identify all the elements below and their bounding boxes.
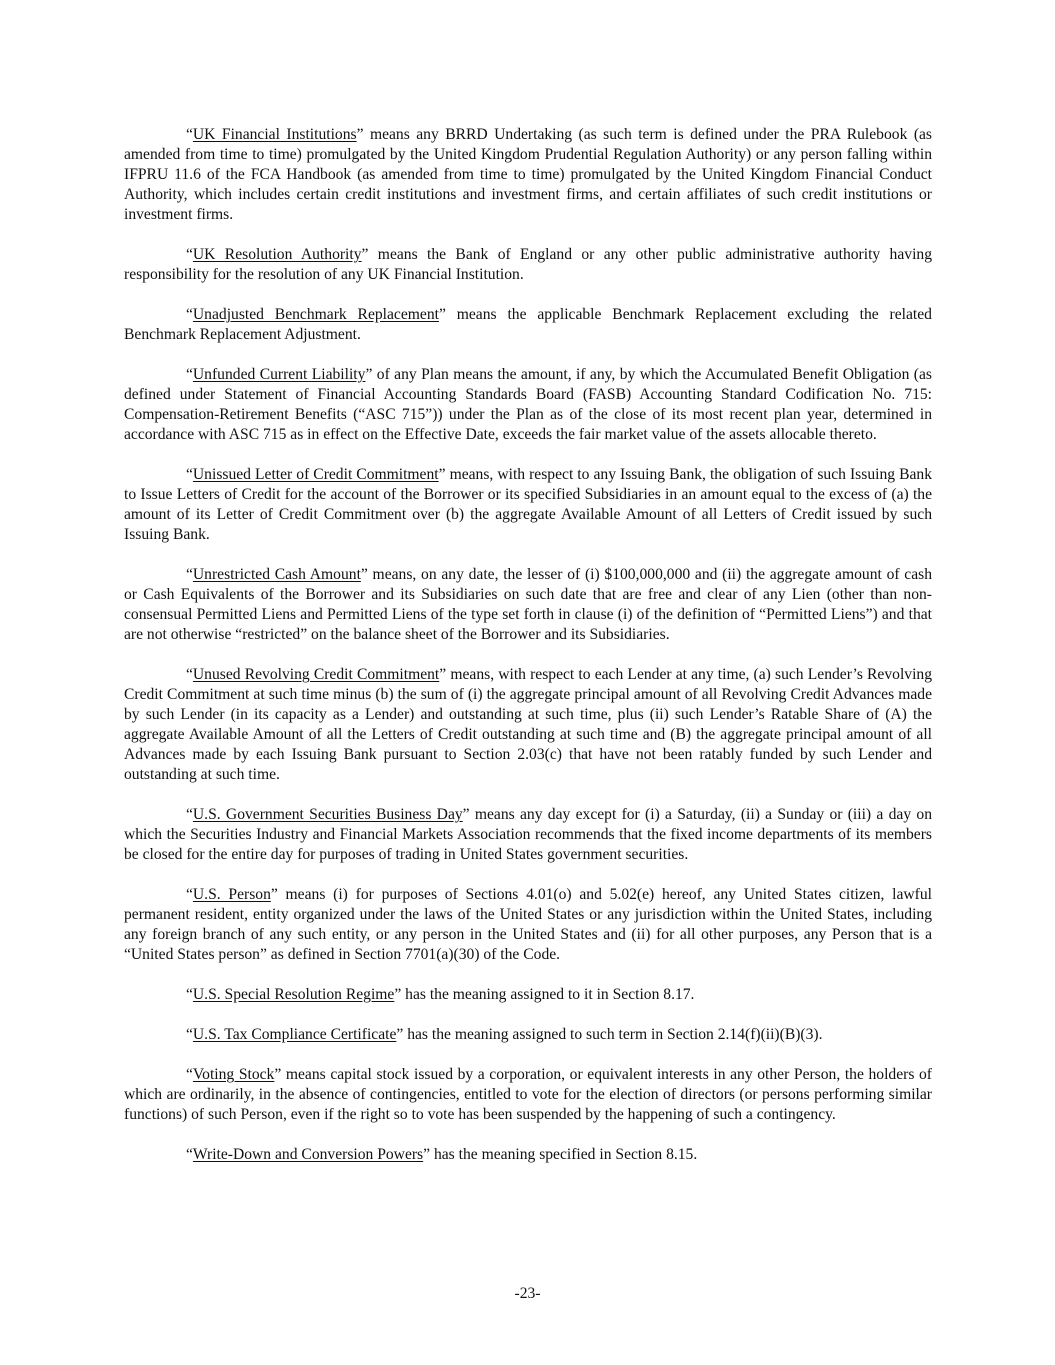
definition-text: ” means the applicable Benchmark Replacement excluding the related Benchmark Replacement Adjustment. (124, 306, 932, 343)
definition-text: ” means the Bank of England or any other public administrative authority having responsibility for the resolution of any UK Financial Institution. (124, 246, 932, 283)
definition-text: ” means any BRRD Undertaking (as such term is defined under the PRA Rulebook (as amended from time to time) promulgated by the United Kingdom Prudential Regulation Authority) or any person falling within IFPRU 11.6 of the FCA Handbook (as amended from time to time) promulgated by the United Kingdom Financial Conduct Authority, which includes certain credit institutions and investment firms, and certain affiliates of such credit institutions or investment firms. (124, 126, 932, 223)
open-quote: “ (186, 306, 193, 323)
open-quote: “ (186, 1146, 193, 1163)
open-quote: “ (186, 126, 193, 143)
defined-term: U.S. Tax Compliance Certificate (192, 1026, 397, 1043)
defined-term: UK Resolution Authority (192, 246, 362, 263)
definition-us-tax-compliance-certificate (124, 1025, 932, 1045)
defined-term: Voting Stock (192, 1066, 275, 1083)
definition-text: ” means (i) for purposes of Sections 4.01(o) and 5.02(e) hereof, any United States citizen, lawful permanent resident, entity organized under the laws of the United States or any jurisdiction within the United States, including any foreign branch of any such entity, or any person in the United States and (ii) for all other purposes, any Person that is a “United States person” as defined in Section 7701(a)(30) of the Code. (124, 886, 933, 963)
defined-term: U.S. Person (192, 886, 271, 903)
definition-text: ” has the meaning specified in Section 8.15. (423, 1146, 698, 1163)
definition-unissued-letter-of-credit-commitment (124, 465, 932, 545)
definition-uk-financial-institutions (124, 125, 932, 225)
open-quote: “ (186, 986, 193, 1003)
definition-voting-stock (124, 1065, 932, 1125)
defined-term: Unissued Letter of Credit Commitment (192, 466, 439, 483)
definition-text: ” means capital stock issued by a corporation, or equivalent interests in any other Person, the holders of which are ordinarily, in the absence of contingencies, entitled to vote for the election of directors (or persons performing similar functions) of such Person, even if the right so to vote has been suspended by the happening of such a contingency. (124, 1066, 932, 1123)
open-quote: “ (186, 886, 193, 903)
defined-term: Unadjusted Benchmark Replacement (192, 306, 439, 323)
page-number: -23- (514, 1285, 541, 1302)
defined-term: Unfunded Current Liability (192, 366, 366, 383)
document-page (124, 125, 932, 1185)
definition-unadjusted-benchmark-replacement (124, 305, 932, 345)
definition-unrestricted-cash-amount (124, 565, 932, 645)
defined-term: Unrestricted Cash Amount (192, 566, 361, 583)
definition-text: ” means, with respect to each Lender at any time, (a) such Lender’s Revolving Credit Commitment at such time minus (b) the sum of (i) the aggregate principal amount of all Revolving Credit Advances made by such Lender (in its capacity as a Lender) and outstanding at such time, plus (ii) such Lender’s Ratable Share of (A) the aggregate Available Amount of all the Letters of Credit outstanding at such time and (B) the aggregate principal amount of all Advances made by each Issuing Bank pursuant to Section 2.03(c) that have not been ratably funded by such Lender and outstanding at such time. (124, 666, 933, 783)
definition-text: ” has the meaning assigned to it in Section 8.17. (394, 986, 695, 1003)
open-quote: “ (186, 566, 193, 583)
definition-us-person (124, 885, 932, 965)
definition-text: ” means, with respect to any Issuing Bank, the obligation of such Issuing Bank to Issue Letters of Credit for the account of the Borrower or its specified Subsidiaries in an amount equal to the excess of (a) the amount of its Letter of Credit Commitment over (b) the aggregate Available Amount of all Letters of Credit issued by such Issuing Bank. (124, 466, 932, 543)
defined-term: Unused Revolving Credit Commitment (192, 666, 440, 683)
definition-text: ” means, on any date, the lesser of (i) $100,000,000 and (ii) the aggregate amount of cash or Cash Equivalents of the Borrower and its Subsidiaries on such date that are free and clear of any Lien (other than non-consensual Permitted Liens and Permitted Liens of the type set forth in clause (i) of the definition of “Permitted Liens”) and that are not otherwise “restricted” on the balance sheet of the Borrower and its Subsidiaries. (124, 566, 932, 643)
definition-us-special-resolution-regime (124, 985, 932, 1005)
definition-uk-resolution-authority (124, 245, 932, 285)
definition-unused-revolving-credit-commitment (124, 665, 932, 785)
open-quote: “ (186, 366, 193, 383)
definition-text: ” means any day except for (i) a Saturday, (ii) a Sunday or (iii) a day on which the Securities Industry and Financial Markets Association recommends that the fixed income departments of its members be closed for the entire day for purposes of trading in United States government securities. (124, 806, 932, 863)
defined-term: U.S. Government Securities Business Day (192, 806, 463, 823)
definition-text: ” of any Plan means the amount, if any, by which the Accumulated Benefit Obligation (as defined under Statement of Financial Accounting Standards Board (FASB) Accounting Standard Codification No. 715: Compensation-Retirement Benefits (“ASC 715”)) under the Plan as of the close of its most recent plan year, determined in accordance with ASC 715 as in effect on the Effective Date, exceeds the fair market value of the assets allocable thereto. (124, 366, 932, 443)
definition-us-government-securities-business-day (124, 805, 932, 865)
definition-unfunded-current-liability (124, 365, 932, 445)
open-quote: “ (186, 1066, 193, 1083)
open-quote: “ (186, 806, 193, 823)
open-quote: “ (186, 1026, 193, 1043)
definition-write-down-and-conversion-powers (124, 1145, 932, 1165)
open-quote: “ (186, 666, 193, 683)
defined-term: Write-Down and Conversion Powers (192, 1146, 424, 1163)
defined-term: UK Financial Institutions (192, 126, 357, 143)
open-quote: “ (186, 466, 193, 483)
defined-term: U.S. Special Resolution Regime (192, 986, 395, 1003)
definition-text: ” has the meaning assigned to such term in Section 2.14(f)(ii)(B)(3). (396, 1026, 823, 1043)
open-quote: “ (186, 246, 193, 263)
